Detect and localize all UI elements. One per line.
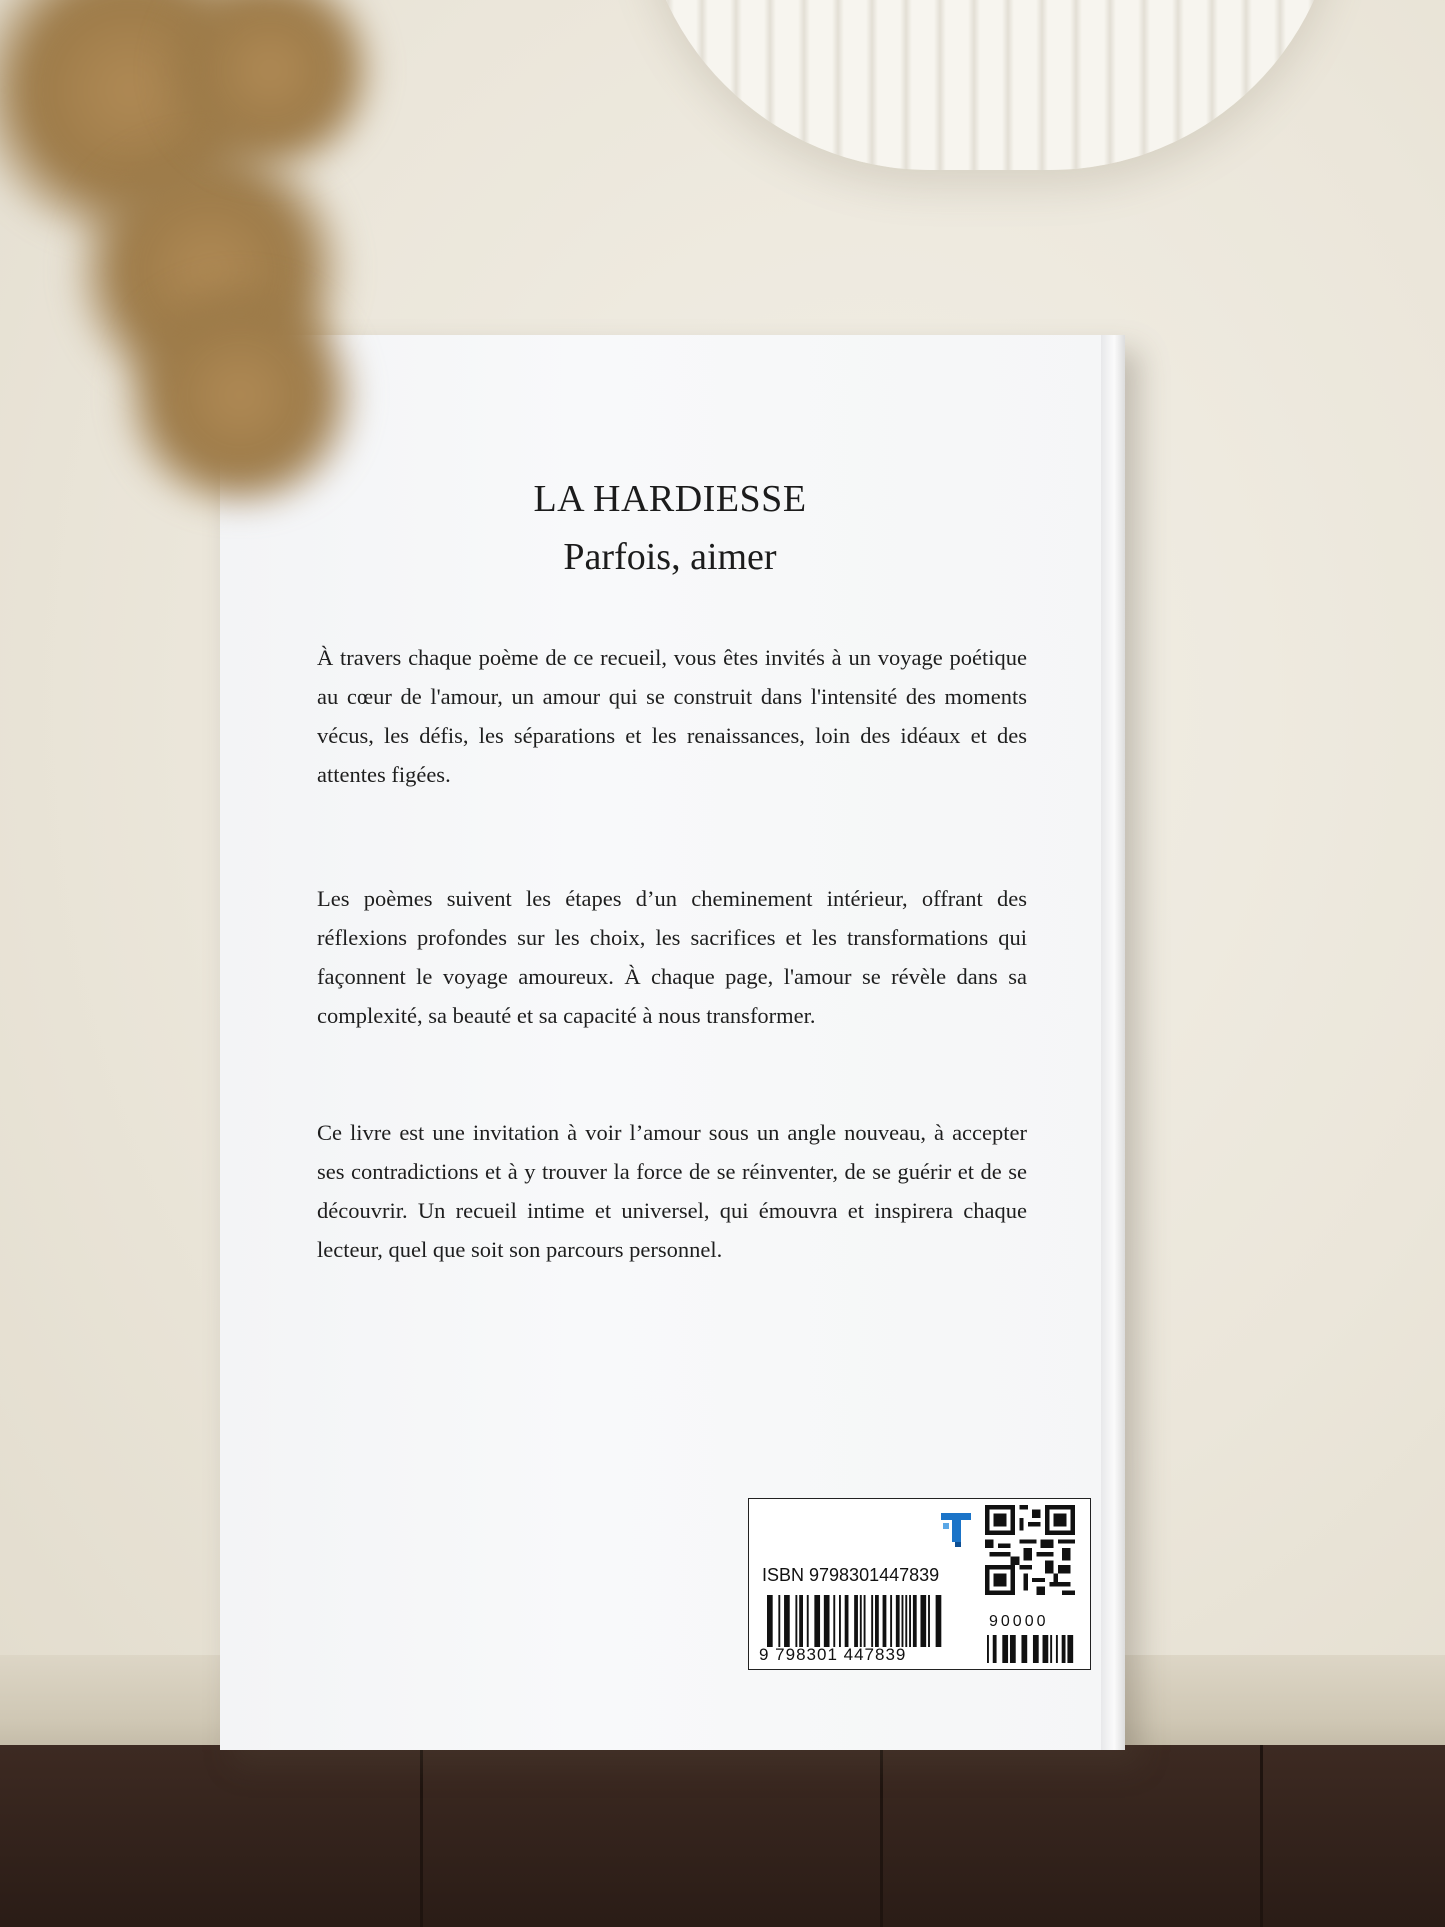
blurb-paragraph-1: À travers chaque poème de ce recueil, vous êtes invités à un voyage poétique au cœur de l'amour, un amour qui se construit dans l'intensité des moments vécus, les défis, les séparations et les renaissances, loin des idéaux et des attentes figées. [317, 645, 1027, 787]
price-addon-digits: 90000 [989, 1613, 1049, 1630]
dried-flower-blur [110, 280, 370, 510]
qr-code-icon [985, 1505, 1075, 1595]
book-title: LA HARDIESSE [533, 478, 807, 520]
blurb-paragraph-2: Les poèmes suivent les étapes d’un cheminement intérieur, offrant des réflexions profondes sur les choix, les sacrifices et les transformations qui façonnent le voyage amoureux. À chaque page, l'amour se révèle dans sa complexité, sa beauté et sa capacité à nous transformer. [317, 886, 1027, 1028]
blurb-paragraph-3: Ce livre est une invitation à voir l’amour sous un angle nouveau, à accepter ses contradictions et à y trouver la force de se réinventer, de se guérir et de se découvrir. Un recueil intime et universel, qui émouvra et inspirera chaque lecteur, quel que soit son parcours personnel. [317, 1120, 1027, 1262]
publisher-logo-icon [939, 1509, 975, 1549]
floor-plank-seam [1260, 1745, 1263, 1927]
wooden-floor [0, 1745, 1445, 1927]
book-back-cover [220, 335, 1125, 1750]
isbn-barcode-digits: 9 798301 447839 [759, 1645, 907, 1664]
floor-plank-seam [420, 1745, 423, 1927]
price-addon-bars [987, 1635, 1077, 1663]
isbn-barcode-bars [767, 1595, 947, 1647]
book-subtitle: Parfois, aimer [563, 536, 777, 578]
isbn-number-label: ISBN 9798301447839 [762, 1565, 940, 1585]
isbn-barcode-label [748, 1498, 1091, 1670]
floor-plank-seam [880, 1745, 883, 1927]
